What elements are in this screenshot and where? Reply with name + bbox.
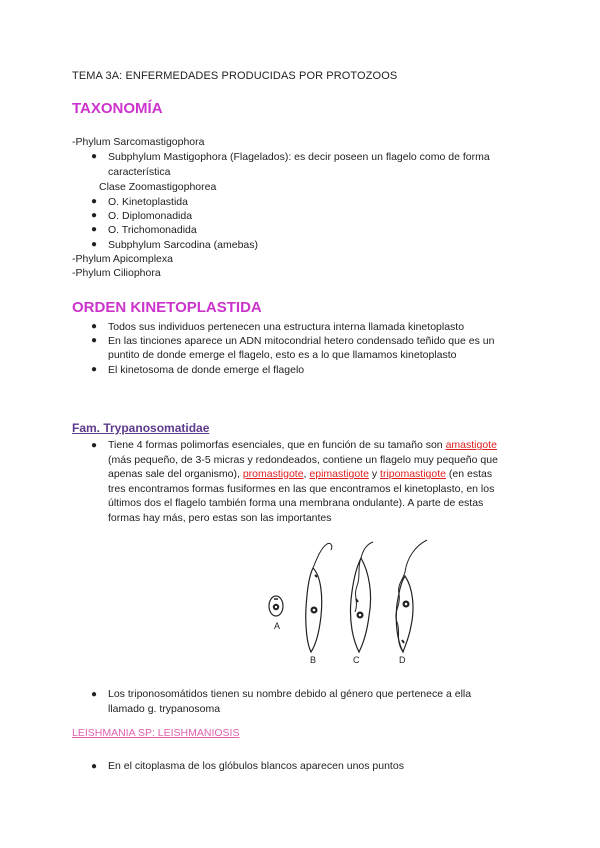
term-promastigote: promastigote [242,468,304,480]
fam-paragraph-line1: Tiene 4 formas polimorfas esenciales, que en función de su tamaño son amastigote [108,439,497,451]
heading-fam-trypanosomatidae: Fam. Trypanosomatidae [72,421,210,435]
orden-bullet-1: Todos sus individuos pertenecen una estructura interna llamada kinetoplasto [108,321,465,333]
leish-bullet-1: En el citoplasma de los glóbulos blancos aparecen unos puntos [108,760,404,772]
fam-paragraph-line6: formas hay más, pero estas son las importantes [108,512,332,524]
bullet: ● [91,321,98,332]
orden-bullet-2-line2: puntito de donde emerge el flagelo, esto es a lo que llamamos kinetoplasto [108,349,457,361]
subphylum-mastigophora-line2: característica [108,166,171,178]
label-b: B [310,655,317,665]
fam-paragraph-line5: últimos dos el flagelo también forma una membrana ondulante). A parte de estas [108,497,484,509]
fam-bullet-2-line1: Los triponosomátidos tienen su nombre debido al género que pertenece a ella [108,688,472,700]
phylum-apicomplexa: -Phylum Apicomplexa [72,253,173,265]
phylum-sarcomastigophora: -Phylum Sarcomastigophora [72,136,205,148]
fam-bullet-2-line2: llamado g. trypanosoma [108,703,221,715]
orden-kinetoplastida-item: O. Kinetoplastida [108,196,188,208]
orden-bullet-3: El kinetosoma de donde emerge el flagelo [108,364,305,376]
fam-paragraph-line3: apenas sale del organismo), promastigote, epimastigote y tripomastigote (en estas [108,468,493,480]
term-epimastigote: epimastigote [309,468,369,480]
bullet: ● [91,440,98,451]
label-a: A [274,621,281,631]
heading-taxonomia: TAXONOMÍA [72,100,163,117]
term-tripomastigote: tripomastigote [380,468,446,480]
fam-paragraph-line2: (más pequeño, de 3-5 micras y redondeados, contiene un flagelo muy pequeño que [108,454,498,466]
bullet: ● [91,364,98,375]
orden-bullet-2-line1: En las tinciones aparece un ADN mitocondrial hetero condensado teñido que es un [108,335,495,347]
label-d: D [399,655,406,665]
label-c: C [353,655,360,665]
subphylum-mastigophora-line1: Subphylum Mastigophora (Flagelados): es decir poseen un flagelo como de forma [108,151,490,163]
bullet: ● [91,689,98,700]
phylum-ciliophora: -Phylum Ciliophora [72,267,161,279]
bullet: ● [91,239,98,250]
orden-trichomonadida-item: O. Trichomonadida [108,224,197,236]
heading-orden-kinetoplastida: ORDEN KINETOPLASTIDA [72,299,262,316]
subphylum-sarcodina: Subphylum Sarcodina (amebas) [108,239,258,251]
orden-diplomonadida-item: O. Diplomonadida [108,210,193,222]
bullet: ● [91,224,98,235]
document-title: TEMA 3A: ENFERMEDADES PRODUCIDAS POR PROTOZOOS [72,70,398,82]
trypanosomatid-forms-figure [263,536,433,668]
bullet: ● [91,196,98,207]
bullet: ● [91,761,98,772]
bullet: ● [91,210,98,221]
bullet: ● [91,335,98,346]
bullet: ● [91,151,98,162]
clase-zoomastigophorea: Clase Zoomastigophorea [99,181,217,193]
term-amastigote: amastigote [445,439,497,451]
heading-leishmania: LEISHMANIA SP: LEISHMANIOSIS [72,727,240,739]
fam-paragraph-line4: tres encontramos formas fusiformes en las que encontramos el kinetoplasto, en los [108,483,495,495]
